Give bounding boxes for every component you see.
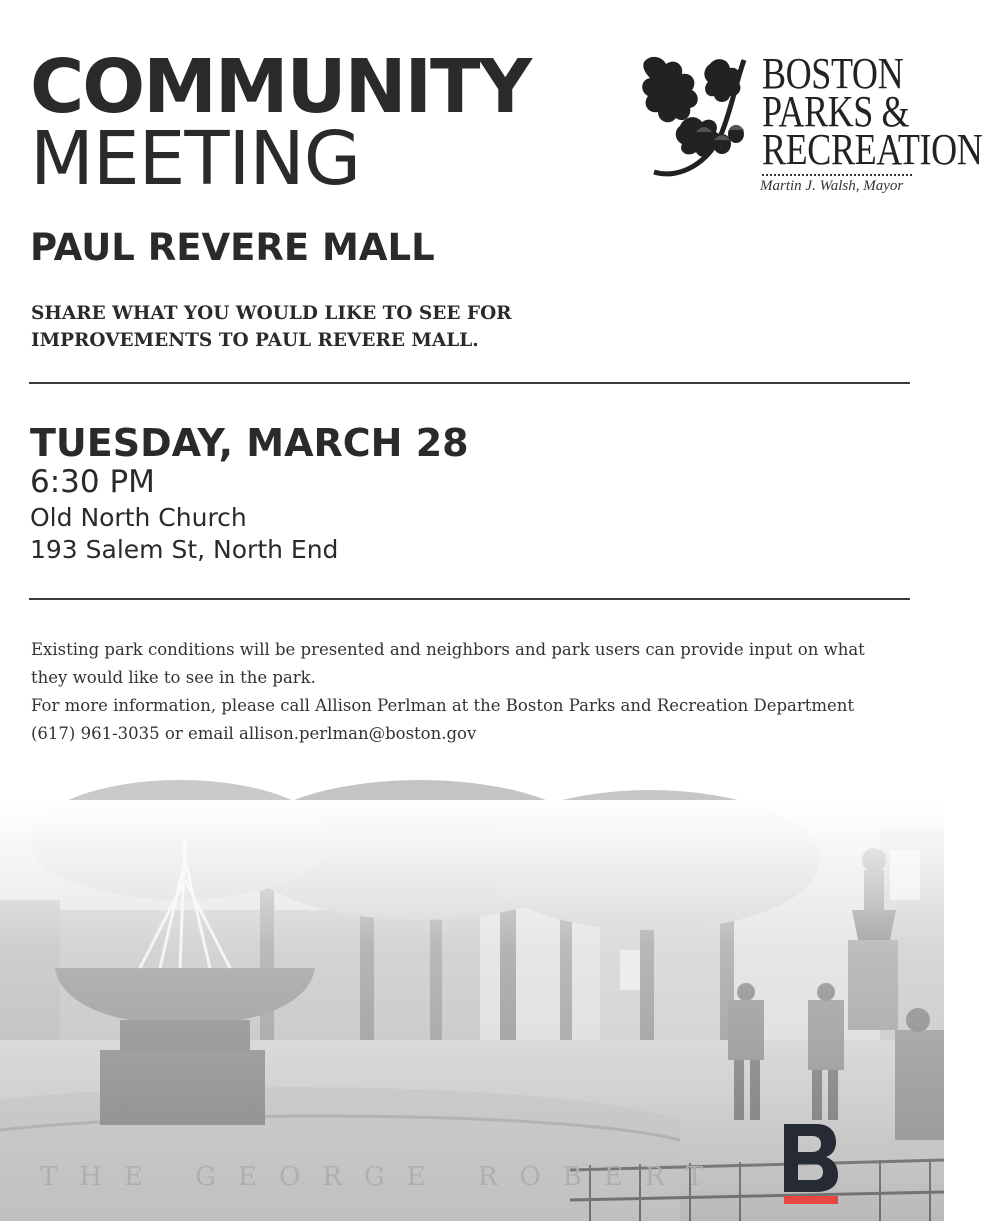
logo-line-recreation: RECREATION [762,125,982,174]
title-community: COMMUNITY [30,44,531,130]
logo-line-boston: BOSTON [762,49,904,98]
divider-top [29,382,910,384]
logo-mayor-credit: Martin J. Walsh, Mayor [760,178,904,194]
logo-dotted-divider [762,174,912,176]
event-time: 6:30 PM [30,464,155,500]
event-date: TUESDAY, MARCH 28 [30,421,469,465]
divider-bottom [29,598,910,600]
event-venue: Old North Church [30,503,247,532]
oak-leaf-acorn-icon [640,52,752,182]
contact-paragraph: For more information, please call Allison Perlman at the Boston Parks and Recreation Department (617) 961-3035 or email allison.perlman@boston.gov [31,696,855,743]
event-address: 193 Salem St, North End [30,535,339,564]
description [31,636,901,748]
tagline: SHARE WHAT YOU WOULD LIKE TO SEE FOR IMPROVEMENTS TO PAUL REVERE MALL. [31,303,512,351]
title-meeting: MEETING [30,116,361,202]
boston-parks-logo [640,49,982,202]
city-of-boston-b-icon [782,1120,840,1206]
location-title: PAUL REVERE MALL [30,226,435,269]
logo-line-parks: PARKS & [762,87,910,136]
description-paragraph: Existing park conditions will be presented and neighbors and park users can provide input on what they would like to see in the park. [31,640,865,687]
